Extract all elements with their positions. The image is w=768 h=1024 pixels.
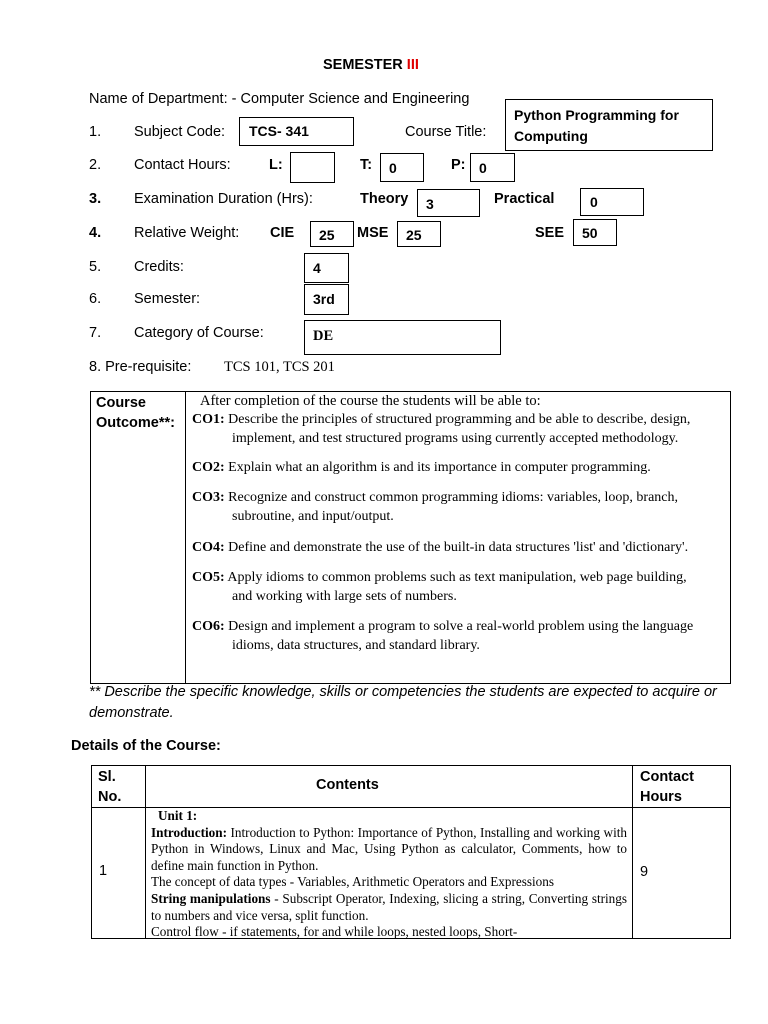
practical-hours-label: P: xyxy=(451,157,466,173)
sl-no-header xyxy=(98,767,121,807)
co-code: CO2: xyxy=(192,460,225,475)
see-label: SEE xyxy=(535,225,565,241)
contents-header: Contents xyxy=(316,777,379,793)
details-heading: Details of the Course: xyxy=(71,738,221,754)
course-outcome-note: ** Describe the specific knowledge, skills or competencies the students are expected to acquire or demonstrate. xyxy=(89,684,717,721)
course-outcome-item xyxy=(192,617,725,655)
course-outcome-item xyxy=(192,410,725,448)
course-title-label: Course Title: xyxy=(405,124,487,140)
course-outcome-item xyxy=(192,568,725,606)
row-number-5: 5. xyxy=(89,259,102,275)
cie-label: CIE xyxy=(270,225,295,241)
course-outcome-item xyxy=(192,488,725,526)
practical-hours-box xyxy=(470,153,515,182)
practical-label: Practical xyxy=(494,191,555,207)
row-number-4: 4. xyxy=(89,225,102,241)
course-outcome-item xyxy=(192,458,725,477)
course-outcome-item xyxy=(192,538,725,557)
string-label: String manipulations xyxy=(151,890,271,906)
semester-label: SEMESTER xyxy=(323,57,403,73)
unit-control-flow: Control flow - if statements, for and while loops, nested loops, Short- xyxy=(151,924,518,940)
cie-value: 25 xyxy=(319,227,335,243)
mse-label: MSE xyxy=(357,225,389,241)
category-value: DE xyxy=(313,328,334,344)
unit-data-types: The concept of data types - Variables, Arithmetic Operators and Expressions xyxy=(151,874,554,890)
details-table xyxy=(91,765,731,939)
theory-label: Theory xyxy=(360,191,409,207)
unit-strings xyxy=(151,891,627,924)
course-outcome-heading xyxy=(96,393,175,433)
co-text: Explain what an algorithm is and its importance in computer programming. xyxy=(224,460,651,475)
sl-header-line2: No. xyxy=(98,789,122,805)
lecture-label: L: xyxy=(269,157,283,173)
see-value: 50 xyxy=(582,225,598,241)
course-outcome-heading-line2: Outcome**: xyxy=(96,415,175,431)
details-col-divider xyxy=(632,766,633,938)
row-number-7: 7. xyxy=(89,325,102,341)
co-code: CO6: xyxy=(192,619,225,634)
row-sl-number: 1 xyxy=(99,863,108,879)
prerequisite-label: 8. Pre-requisite: xyxy=(89,359,192,375)
course-outcome-heading-line1: Course xyxy=(96,395,146,411)
row-number-2: 2. xyxy=(89,157,102,173)
prerequisite-value: TCS 101, TCS 201 xyxy=(224,359,335,375)
subject-code-label: Subject Code: xyxy=(134,124,226,140)
introduction-label: Introduction: xyxy=(151,824,227,840)
department-line: Name of Department: - Computer Science and Engineering xyxy=(89,91,470,107)
row-number-1: 1. xyxy=(89,124,102,140)
co-text-continued: implement, and test structured programs using currently accepted methodology. xyxy=(232,431,679,446)
co-code: CO1: xyxy=(192,412,225,427)
unit-1-contents xyxy=(151,808,627,941)
contact-hours-header xyxy=(640,767,694,807)
details-col-divider xyxy=(145,766,146,938)
co-text: Design and implement a program to solve a real-world problem using the language xyxy=(224,619,694,634)
co-text: Describe the principles of structured programming and be able to describe, design, xyxy=(224,412,691,427)
relative-weight-label: Relative Weight: xyxy=(134,225,240,241)
subject-code-value: TCS- 341 xyxy=(249,123,309,139)
exam-duration-label: Examination Duration (Hrs): xyxy=(134,191,313,207)
credits-label: Credits: xyxy=(134,259,184,275)
co-code: CO5: xyxy=(192,570,225,585)
co-text: Define and demonstrate the use of the built-in data structures 'list' and 'dictionary'. xyxy=(224,540,689,555)
semester-numeral: III xyxy=(406,57,419,73)
co-text-continued: subroutine, and input/output. xyxy=(232,509,394,524)
semester-value: 3rd xyxy=(313,291,335,307)
co-text-continued: and working with large sets of numbers. xyxy=(232,589,457,604)
semester-label-row: Semester: xyxy=(134,291,201,307)
row-number-6: 6. xyxy=(89,291,102,307)
co-text-continued: idioms, data structures, and standard library. xyxy=(232,638,480,653)
credits-box xyxy=(304,253,349,283)
semester-title xyxy=(323,57,419,73)
co-text: Recognize and construct common programming idioms: variables, loop, branch, xyxy=(224,490,679,505)
row-contact-hours: 9 xyxy=(640,864,649,880)
string-text: - Subscript Operator, Indexing, slicing a string, Converting strings to numbers and vice versa, split function. xyxy=(151,890,627,923)
row-number-3: 3. xyxy=(89,191,102,207)
course-title-value: Python Programming for Computing xyxy=(514,107,679,144)
co-code: CO4: xyxy=(192,540,225,555)
unit-title: Unit 1: xyxy=(158,808,198,823)
credits-value: 4 xyxy=(313,260,321,276)
hours-header-line2: Hours xyxy=(640,789,682,805)
lecture-box xyxy=(290,152,335,183)
hours-header-line1: Contact xyxy=(640,769,694,785)
contact-hours-label: Contact Hours: xyxy=(134,157,231,173)
course-outcome-table xyxy=(90,391,731,684)
category-box xyxy=(304,320,501,355)
tutorial-box xyxy=(380,153,424,182)
tutorial-label: T: xyxy=(360,157,373,173)
co-text: Apply idioms to common problems such as text manipulation, web page building, xyxy=(224,570,687,585)
category-label: Category of Course: xyxy=(134,325,264,341)
co-code: CO3: xyxy=(192,490,225,505)
practical-hours-value: 0 xyxy=(479,160,487,176)
introduction-text: Introduction to Python: Importance of Python, Installing and working with Python in Windows, Linux and Mac, Using Python as calculator, Comments, how to define main function in Python. xyxy=(151,824,627,873)
tutorial-value: 0 xyxy=(389,160,397,176)
course-outcome-divider xyxy=(185,392,186,683)
course-outcome-intro: After completion of the course the students will be able to: xyxy=(200,393,541,409)
mse-value: 25 xyxy=(406,227,422,243)
practical-value: 0 xyxy=(590,194,598,210)
unit-introduction xyxy=(151,825,627,875)
sl-header-line1: Sl. xyxy=(98,769,116,785)
theory-value: 3 xyxy=(426,196,434,212)
